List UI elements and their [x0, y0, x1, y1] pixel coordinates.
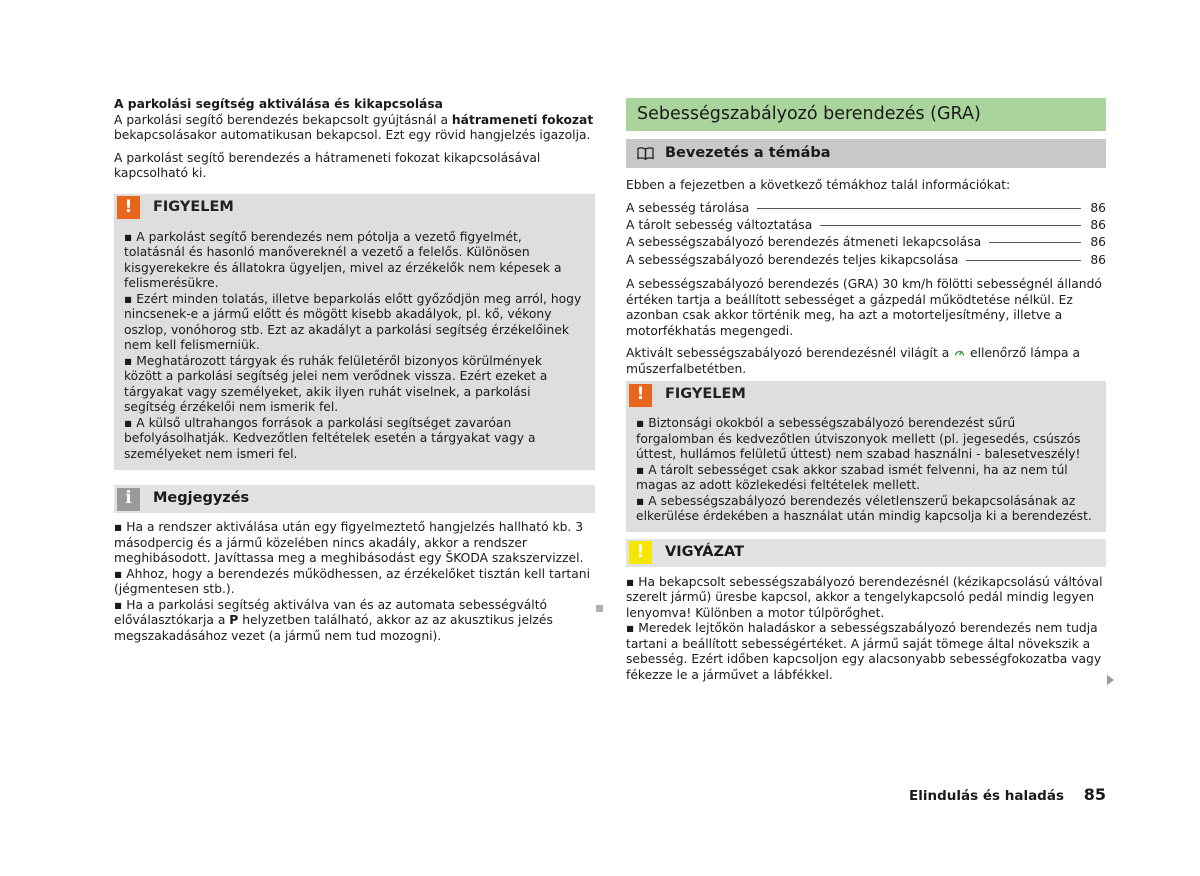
warning-header-left	[114, 194, 595, 222]
warning-item: ▪ Meghatározott tárgyak és ruhák felületéről bizonyos körülmények között a parkolási segítség jelei nem verődnek vissza. Ezért ezeket a tárgyakat vagy személyeket, akik ilyen ruhát viselnek, a parkolási segítség érzékelői nem ismerik fel.	[124, 354, 583, 416]
caution-body	[626, 575, 1106, 684]
warning-title-right: FIGYELEM	[665, 386, 746, 403]
toc-item-page[interactable]: 86	[1090, 252, 1106, 267]
warning-item: ▪ A külső ultrahangos források a parkolási segítséget zavaróan befolyásolhatják. Kedvezőtlen feltételek esetén a tárgyakat vagy a személyeket nem ismeri fel.	[124, 416, 583, 463]
toc-item[interactable]	[626, 218, 1106, 235]
caution-title: VIGYÁZAT	[665, 543, 745, 560]
toc-item-title[interactable]: A sebesség tárolása	[626, 200, 750, 215]
warning-body-left	[114, 222, 595, 471]
toc-item-page[interactable]: 86	[1090, 235, 1106, 250]
toc-item[interactable]	[626, 201, 1106, 218]
note-header	[114, 485, 595, 513]
toc-item-title[interactable]: A sebességszabályozó berendezés átmeneti lekapcsolása	[626, 235, 982, 250]
note-body	[114, 520, 595, 644]
note-item: ▪ Ha a rendszer aktiválása után egy figyelmeztető hangjelzés hallható kb. 3 másodpercig és a jármű közelében nincs akadály, akkor a rendszer meghibásodott. Javíttassa meg a meghibásodást egy ŠKODA szakszervizzel.	[114, 520, 595, 567]
continue-arrow-icon	[1107, 675, 1114, 685]
parking-aid-deactivate: A parkolást segítő berendezés a hátrameneti fokozat kikapcsolásával kapcsolható ki.	[114, 150, 541, 180]
toc-item-title[interactable]: A tárolt sebesség változtatása	[626, 217, 813, 232]
exclamation-icon: !	[629, 384, 652, 407]
toc-item-page[interactable]: 86	[1090, 200, 1106, 215]
warning-title-left: FIGYELEM	[153, 198, 234, 215]
note-item: ▪ Ahhoz, hogy a berendezés működhessen, az érzékelőket tisztán kell tartani (jégmentesen stb.).	[114, 567, 595, 598]
warning-box-right	[626, 381, 1106, 532]
warning-item: ▪ A sebességszabályozó berendezés véletlenszerű bekapcsolásának az elkerülése érdekében a használat után mindig kapcsolja ki a berendezést.	[636, 494, 1094, 525]
toc-item[interactable]	[626, 235, 1106, 252]
warning-item: ▪ Biztonsági okokból a sebességszabályozó berendezést sűrű forgalomban és kedvezőtlen útviszonyok mellett (pl. jegesedés, csúszós úttest, hullámos felületű úttest) nem szabad használni - balesetveszély!	[636, 416, 1094, 463]
left-column	[114, 97, 595, 644]
exclamation-icon: !	[117, 196, 140, 219]
toc-item-title[interactable]: A sebességszabályozó berendezés teljes kikapcsolása	[626, 252, 959, 267]
warning-box-left	[114, 194, 595, 471]
toc-list	[626, 201, 1106, 271]
footer-section: Elindulás és haladás	[909, 788, 1064, 804]
caution-header	[626, 539, 1106, 567]
toc-item[interactable]	[626, 253, 1106, 270]
caution-item: ▪ Ha bekapcsolt sebességszabályozó berendezésnél (kézikapcsolású váltóval szerelt jármű) üresbe kapcsol, akkor a tengelykapcsoló pedál mindig legyen lenyomva! Különben a motor túlpörőghet.	[626, 575, 1106, 622]
note-item: ▪ Ha a parkolási segítség aktiválva van és az automata sebességváltó előválasztókarja a P helyzetben található, akkor az az akusztikus jelzés megszakadásához vezet (a jármű nem tud mozogni).	[114, 598, 595, 645]
warning-item: ▪ A tárolt sebességet csak akkor szabad ismét felvenni, ha az nem túl magas az adott közlekedési feltételek mellett.	[636, 463, 1094, 494]
subsection-title: Bevezetés a témába	[665, 144, 831, 161]
caution-item: ▪ Meredek lejtőkön haladáskor a sebességszabályozó berendezés nem tudja tartani a beállított sebességértéket. A jármű saját tömege által növekszik a sebesség. Ezért időben kapcsoljon egy alacsonyabb sebességfokozatba vagy fékezze le a járművet a lábfékkel.	[626, 621, 1106, 683]
book-icon	[637, 147, 654, 160]
subsection-header	[626, 139, 1106, 168]
exclamation-icon: !	[629, 541, 652, 564]
section-title: Sebességszabályozó berendezés (GRA)	[626, 98, 1106, 131]
section-end-icon	[596, 605, 603, 612]
info-icon: i	[117, 488, 140, 511]
warning-item: ▪ A parkolást segítő berendezés nem pótolja a vezető figyelmét, tolatásnál és hasonló manővereknél a vezető a felelős. Különösen kisgyerekekre és állatokra ügyeljen, mivel az érzékelők nem képesek a felismerésükre.	[124, 230, 583, 292]
parking-aid-heading: A parkolási segítség aktiválása és kikapcsolása	[114, 97, 443, 111]
warning-body-right	[626, 409, 1106, 532]
gra-description: A sebességszabályozó berendezés (GRA) 30 km/h fölötti sebességnél állandó értéken tartja a beállított sebességet a gázpedál működtetése nélkül. Ez azonban csak akkor történik meg, ha azt a motorteljesítmény, illetve a motorfékhatás megengedi.	[626, 277, 1102, 338]
gra-lamp-text: Aktivált sebességszabályozó berendezésnél világít a ellenőrző lámpa a műszerfalbetétben.	[626, 346, 1080, 376]
parking-aid-intro: A parkolási segítő berendezés bekapcsolt gyújtásnál a hátrameneti fokozat bekapcsolásakor automatikusan bekapcsol. Ezt egy rövid hangjelzés igazolja.	[114, 112, 594, 142]
page-footer	[0, 787, 1106, 807]
toc-intro: Ebben a fejezetben a következő témákhoz talál információkat:	[626, 178, 1011, 192]
warning-item: ▪ Ezért minden tolatás, illetve beparkolás előtt győződjön meg arról, hogy nincsenek-e a jármű előtt és mögött kisebb akadályok, pl. kő, vékony oszlop, vonóhorog stb. Ezt az akadályt a parkolási segítség érzékelőinek nem kell felismerniük.	[124, 292, 583, 354]
page-number: 85	[1083, 785, 1106, 804]
right-column	[626, 98, 1106, 683]
warning-header-right	[626, 381, 1106, 409]
speedometer-lamp-icon	[954, 347, 965, 358]
note-title: Megjegyzés	[153, 490, 250, 507]
toc-item-page[interactable]: 86	[1090, 217, 1106, 232]
